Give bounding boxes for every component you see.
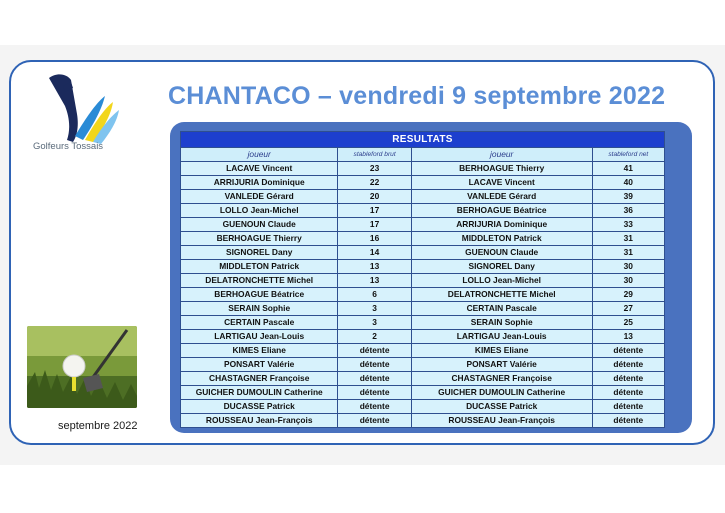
table-row bbox=[181, 344, 665, 358]
player-brut-cell: LARTIGAU Jean-Louis bbox=[181, 330, 338, 344]
table-title-row bbox=[181, 132, 665, 148]
player-net-cell: ROUSSEAU Jean-François bbox=[411, 414, 592, 428]
player-brut-cell: LOLLO Jean-Michel bbox=[181, 204, 338, 218]
player-net-cell: LOLLO Jean-Michel bbox=[411, 274, 592, 288]
table-row bbox=[181, 274, 665, 288]
score-brut-cell: 2 bbox=[338, 330, 411, 344]
player-brut-cell: GUICHER DUMOULIN Catherine bbox=[181, 386, 338, 400]
player-net-cell: BERHOAGUE Béatrice bbox=[411, 204, 592, 218]
player-net-cell: VANLEDE Gérard bbox=[411, 190, 592, 204]
table-row bbox=[181, 386, 665, 400]
table-row bbox=[181, 232, 665, 246]
score-brut-cell: détente bbox=[338, 386, 411, 400]
table-row bbox=[181, 400, 665, 414]
player-brut-cell: BERHOAGUE Béatrice bbox=[181, 288, 338, 302]
score-brut-cell: 16 bbox=[338, 232, 411, 246]
player-net-cell: GUENOUN Claude bbox=[411, 246, 592, 260]
table-row bbox=[181, 414, 665, 428]
score-brut-cell: 13 bbox=[338, 274, 411, 288]
score-brut-cell: détente bbox=[338, 400, 411, 414]
score-brut-cell: détente bbox=[338, 358, 411, 372]
score-net-cell: 31 bbox=[592, 232, 664, 246]
col-header-stableford-brut: stableford brut bbox=[338, 148, 411, 162]
player-net-cell: LARTIGAU Jean-Louis bbox=[411, 330, 592, 344]
score-brut-cell: 3 bbox=[338, 302, 411, 316]
score-net-cell: détente bbox=[592, 358, 664, 372]
table-title: RESULTATS bbox=[181, 132, 665, 148]
score-net-cell: détente bbox=[592, 372, 664, 386]
player-brut-cell: LACAVE Vincent bbox=[181, 162, 338, 176]
table-row bbox=[181, 246, 665, 260]
player-brut-cell: GUENOUN Claude bbox=[181, 218, 338, 232]
player-net-cell: PONSART Valérie bbox=[411, 358, 592, 372]
player-brut-cell: SIGNOREL Dany bbox=[181, 246, 338, 260]
col-header-player-brut: joueur bbox=[181, 148, 338, 162]
player-net-cell: SIGNOREL Dany bbox=[411, 260, 592, 274]
player-brut-cell: ROUSSEAU Jean-François bbox=[181, 414, 338, 428]
score-net-cell: détente bbox=[592, 386, 664, 400]
score-brut-cell: détente bbox=[338, 414, 411, 428]
results-table bbox=[180, 131, 665, 428]
table-row bbox=[181, 260, 665, 274]
score-brut-cell: 23 bbox=[338, 162, 411, 176]
player-net-cell: SERAIN Sophie bbox=[411, 316, 592, 330]
score-brut-cell: 17 bbox=[338, 204, 411, 218]
player-brut-cell: PONSART Valérie bbox=[181, 358, 338, 372]
player-brut-cell: DUCASSE Patrick bbox=[181, 400, 338, 414]
player-net-cell: CERTAIN Pascale bbox=[411, 302, 592, 316]
score-net-cell: détente bbox=[592, 414, 664, 428]
col-header-stableford-net: stableford net bbox=[592, 148, 664, 162]
score-net-cell: 36 bbox=[592, 204, 664, 218]
player-net-cell: LACAVE Vincent bbox=[411, 176, 592, 190]
player-brut-cell: VANLEDE Gérard bbox=[181, 190, 338, 204]
table-row bbox=[181, 190, 665, 204]
score-net-cell: 40 bbox=[592, 176, 664, 190]
player-net-cell: DUCASSE Patrick bbox=[411, 400, 592, 414]
score-brut-cell: 6 bbox=[338, 288, 411, 302]
player-brut-cell: KIMES Eliane bbox=[181, 344, 338, 358]
player-brut-cell: SERAIN Sophie bbox=[181, 302, 338, 316]
player-net-cell: CHASTAGNER Françoise bbox=[411, 372, 592, 386]
score-brut-cell: détente bbox=[338, 372, 411, 386]
player-net-cell: KIMES Eliane bbox=[411, 344, 592, 358]
results-rows bbox=[181, 162, 665, 428]
score-net-cell: 13 bbox=[592, 330, 664, 344]
player-brut-cell: BERHOAGUE Thierry bbox=[181, 232, 338, 246]
score-net-cell: 29 bbox=[592, 288, 664, 302]
table-row bbox=[181, 218, 665, 232]
golf-ball-photo bbox=[27, 326, 137, 408]
score-net-cell: 25 bbox=[592, 316, 664, 330]
column-header-row bbox=[181, 148, 665, 162]
table-row bbox=[181, 316, 665, 330]
score-brut-cell: 3 bbox=[338, 316, 411, 330]
table-row bbox=[181, 302, 665, 316]
date-caption: septembre 2022 bbox=[58, 420, 138, 432]
page-title: CHANTACO – vendredi 9 septembre 2022 bbox=[168, 82, 666, 110]
player-brut-cell: CERTAIN Pascale bbox=[181, 316, 338, 330]
player-brut-cell: MIDDLETON Patrick bbox=[181, 260, 338, 274]
golf-ball-on-tee-icon bbox=[27, 326, 137, 408]
player-brut-cell: ARRIJURIA Dominique bbox=[181, 176, 338, 190]
score-brut-cell: 22 bbox=[338, 176, 411, 190]
table-row bbox=[181, 330, 665, 344]
table-row bbox=[181, 204, 665, 218]
table-row bbox=[181, 162, 665, 176]
score-net-cell: détente bbox=[592, 400, 664, 414]
score-net-cell: 27 bbox=[592, 302, 664, 316]
player-net-cell: DELATRONCHETTE Michel bbox=[411, 288, 592, 302]
player-net-cell: BERHOAGUE Thierry bbox=[411, 162, 592, 176]
score-brut-cell: détente bbox=[338, 344, 411, 358]
club-name: Golfeurs Tossais bbox=[33, 141, 104, 152]
table-row bbox=[181, 176, 665, 190]
score-net-cell: 31 bbox=[592, 246, 664, 260]
score-brut-cell: 20 bbox=[338, 190, 411, 204]
player-brut-cell: DELATRONCHETTE Michel bbox=[181, 274, 338, 288]
score-brut-cell: 13 bbox=[338, 260, 411, 274]
table-row bbox=[181, 288, 665, 302]
score-net-cell: 30 bbox=[592, 274, 664, 288]
player-brut-cell: CHASTAGNER Françoise bbox=[181, 372, 338, 386]
score-net-cell: détente bbox=[592, 344, 664, 358]
player-net-cell: MIDDLETON Patrick bbox=[411, 232, 592, 246]
score-brut-cell: 17 bbox=[338, 218, 411, 232]
score-net-cell: 39 bbox=[592, 190, 664, 204]
col-header-player-net: joueur bbox=[411, 148, 592, 162]
player-net-cell: ARRIJURIA Dominique bbox=[411, 218, 592, 232]
score-net-cell: 41 bbox=[592, 162, 664, 176]
score-brut-cell: 14 bbox=[338, 246, 411, 260]
table-row bbox=[181, 358, 665, 372]
score-net-cell: 30 bbox=[592, 260, 664, 274]
player-net-cell: GUICHER DUMOULIN Catherine bbox=[411, 386, 592, 400]
score-net-cell: 33 bbox=[592, 218, 664, 232]
table-row bbox=[181, 372, 665, 386]
